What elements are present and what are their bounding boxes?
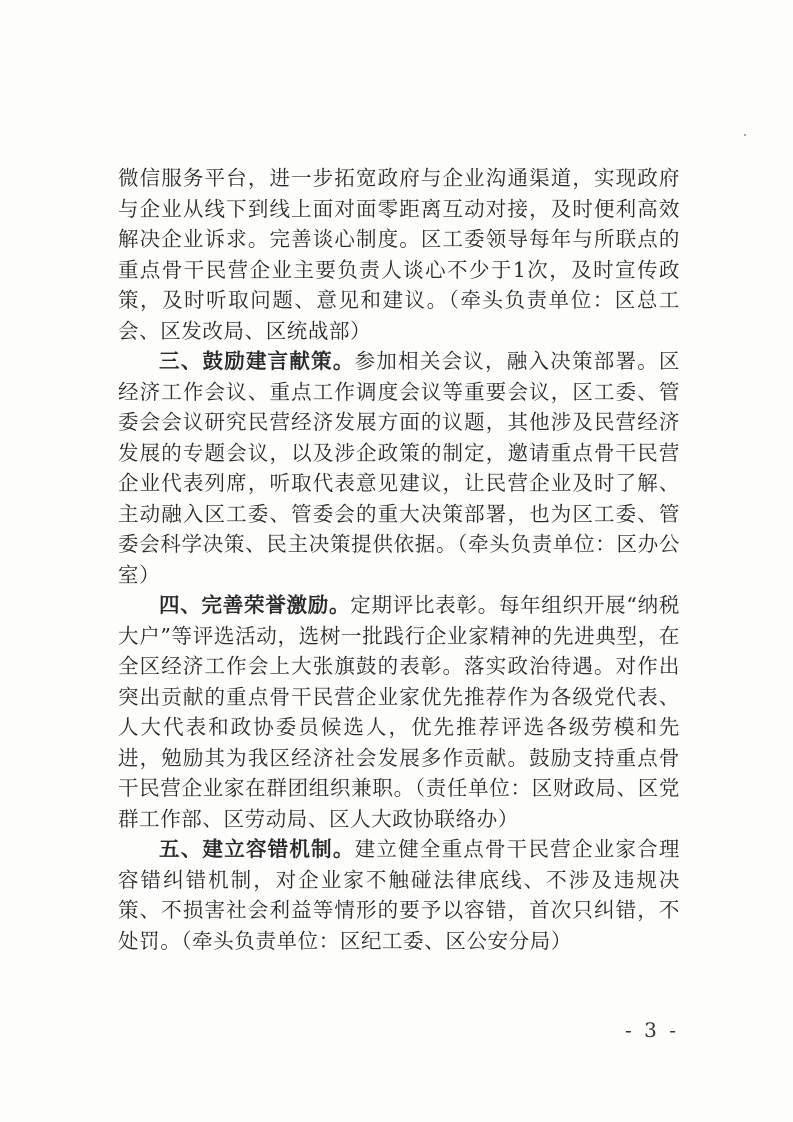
section-heading: 三、鼓励建言献策。	[159, 349, 355, 373]
page-number: - 3 -	[625, 1018, 679, 1042]
paragraph-text: 参加相关会议，融入决策部署。区经济工作会议、重点工作调度会议等重要会议，区工委、管委会会议研究民营经济发展方面的议题，其他涉及民营经济发展的专题会议，以及涉企政策的制定，邀请重点骨干民营企业代表列席，听取代表意见建议，让民营企业及时了解、主动融入区工委、管委会的重大决策部署，也为区工委、管委会科学决策、民主决策提供依据。（牵头负责单位：区办公室）	[118, 349, 681, 587]
scan-speck	[744, 134, 746, 136]
paragraph-text: 定期评比表彰。每年组织开展“纳税大户”等评选活动，选树一批践行企业家精神的先进典型，在全区经济工作会上大张旗鼓的表彰。落实政治待遇。对作出突出贡献的重点骨干民营企业家优先推荐作为各级党代表、人大代表和政协委员候选人，优先推荐评选各级劳模和先进，勉励其为我区经济社会发展多作贡献。鼓励支持重点骨干民营企业家在群团组织兼职。（责任单位：区财政局、区党群工作部、区劳动局、区人大政协联络办）	[118, 593, 680, 831]
section-heading: 五、建立容错机制。	[159, 837, 355, 861]
paragraph-text: 微信服务平台，进一步拓宽政府与企业沟通渠道，实现政府与企业从线下到线上面对面零距离互动对接，及时便利高效解决企业诉求。完善谈心制度。区工委领导每年与所联点的重点骨干民营企业主要负责人谈心不少于1次，及时宣传政策，及时听取问题、意见和建议。（牵头负责单位：区总工会、区发改局、区统战部）	[118, 166, 680, 343]
section-heading: 四、完善荣誉激励。	[159, 593, 351, 617]
paragraph-error-tolerance	[118, 834, 680, 956]
paragraph-honor-incentive	[118, 590, 680, 834]
paragraph-encourage-advice	[118, 346, 680, 590]
document-body	[118, 163, 680, 956]
paragraph-text: 建立健全重点骨干民营企业家合理容错纠错机制，对企业家不触碰法律底线、不涉及违规决策、不损害社会利益等情形的要予以容错，首次只纠错，不处罚。（牵头负责单位：区纪工委、区公安分局）	[118, 837, 681, 953]
paragraph-continuation	[118, 163, 680, 346]
